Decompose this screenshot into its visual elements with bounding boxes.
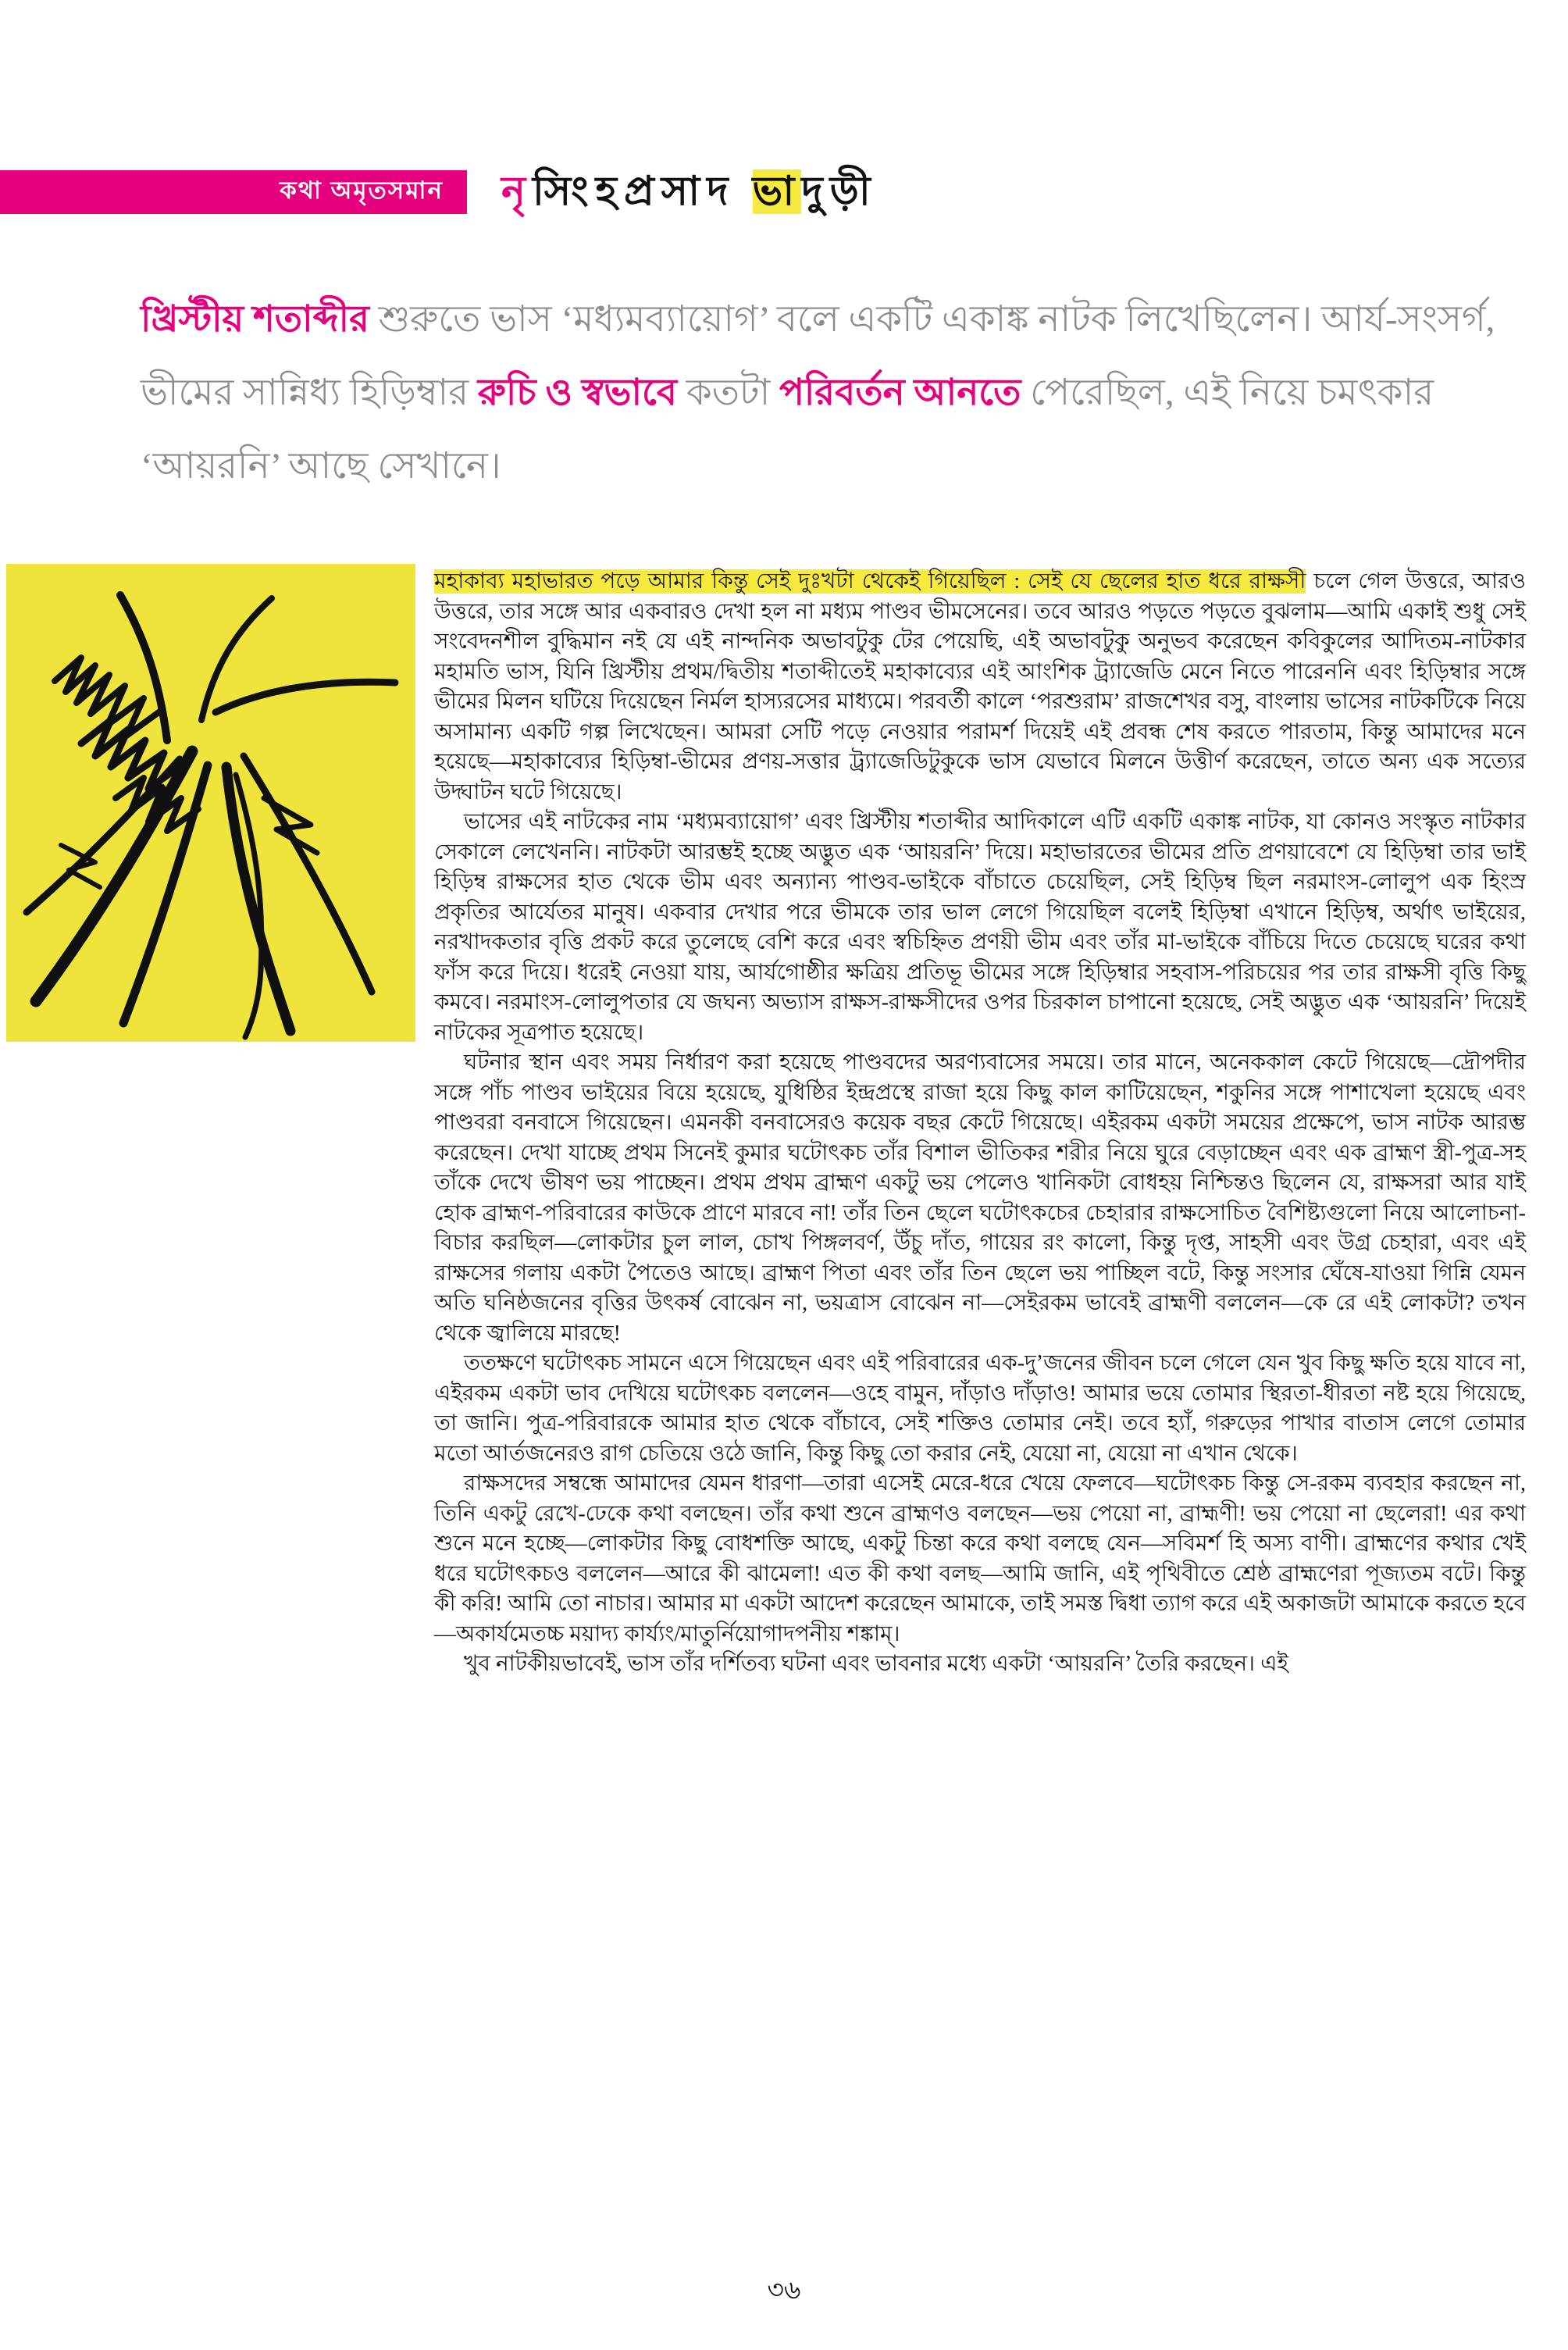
standfirst-segment: কতটা [686,373,779,413]
standfirst-segment: পরিবর্তন আনতে [779,373,1031,413]
body-paragraph: রাক্ষসদের সম্বন্ধে আমাদের যেমন ধারণা—তারা এসেই মেরে-ধরে খেয়ে ফেলবে—ঘটোৎকচ কিন্তু সে-রকম ব্যবহার করছেন না, তিনি একটু রেখে-ঢেকে কথা বলছেন। তাঁর কথা শুনে ব্রাহ্মণও বলছেন—ভয় পেয়ো না, ব্রাহ্মণী! ভয় পেয়ো না ছেলেরা! এর কথা শুনে মনে হচ্ছে—লোকটার কিছু বোধশক্তি আছে, একটু চিন্তা করে কথা বলছে যেন—সবিমর্শ হি অস্য বাণী। ব্রাহ্মণের কথার খেই ধরে ঘটোৎকচও বললেন—আরে কী ঝামেলা! এত কী কথা বলছ—আমি জানি, এই পৃথিবীতে শ্রেষ্ঠ ব্রাহ্মণেরা পূজ্যতম বটে। কিন্তু কী করি! আমি তো নাচার। আমার মা একটা আদেশ করেছেন আমাকে, তাই সমস্ত দ্বিধা ত্যাগ করে এই অকাজটা আমাকে করতে হবে—অকার্যমেতচ্চ ময়াদ্য কার্য্যং/মাতুর্নিয়োগাদপনীয় শঙ্কাম্। [434,1471,1526,1646]
body-paragraph: ততক্ষণে ঘটোৎকচ সামনে এসে গিয়েছেন এবং এই পরিবারের এক-দু’জনের জীবন চলে গেলে যেন খুব কিছু ক্ষতি হয়ে যাবে না, এইরকম একটা ভাব দেখিয়ে ঘটোৎকচ বললেন—ওহে বামুন, দাঁড়াও দাঁড়াও! আমার ভয়ে তোমার স্থিরতা-ধীরতা নষ্ট হয়ে গিয়েছে, তা জানি। পুত্র-পরিবারকে আমার হাত থেকে বাঁচাবে, সেই শক্তিও তোমার নেই। তবে হ্যাঁ, গরুড়ের পাখার বাতাস লেগে তোমার মতো আর্তজনেরও রাগ চেতিয়ে ওঠে জানি, কিন্তু কিছু তো করার নেই, যেয়ো না, যেয়ো না এখান থেকে। [434,1351,1526,1466]
standfirst-segment: শুরুতে ভাস ‘মধ্যমব্যায়োগ’ বলে একটি একাঙ্ক নাটক লিখেছিলেন। আর্য-সংসর্গ, ভীমের সান্নিধ্য হিড়িম্বার [141,299,1495,413]
illustration [6,564,415,1042]
author-segment: সিংহপ্রসাদ [533,169,753,214]
body-paragraph-lead [434,567,1526,808]
standfirst-segment: রুচি ও স্বভাবে [477,373,686,413]
article-body [434,567,1526,1680]
standfirst-headline [141,283,1538,503]
body-paragraph: ভাসের এই নাটকের নাম ‘মধ্যমব্যায়োগ’ এবং খ্রিস্টীয় শতাব্দীর আদিকালে এটি একটি একাঙ্ক নাটক, যা কোনও সংস্কৃত নাটকার সেকালে লেখেননি। নাটকটা আরম্ভই হচ্ছে অদ্ভুত এক ‘আয়রনি’ দিয়ে। মহাভারতের ভীমের প্রতি প্রণয়াবেশে যে হিড়িম্বা তার ভাই হিড়িম্ব রাক্ষসের হাত থেকে ভীম এবং অন্যান্য পাণ্ডব-ভাইকে বাঁচাতে চেয়েছিল, সেই হিড়িম্ব ছিল নরমাংস-লোলুপ এক হিংস্র প্রকৃতির আর্যেতর মানুষ। একবার দেখার পরে ভীমকে তার ভাল লেগে গিয়েছিল বলেই হিড়িম্বা এখানে হিড়িম্ব, অর্থাৎ ভাইয়ের, নরখাদকতার বৃত্তি প্রকট করে তুলেছে বেশি করে এবং স্বচিহ্নিত প্রণয়ী ভীম এবং তাঁর মা-ভাইকে বাঁচিয়ে দিতে চেয়েছে ঘরের কথা ফাঁস করে দিয়ে। ধরেই নেওয়া যায়, আর্যগোষ্ঠীর ক্ষত্রিয় প্রতিভূ ভীমের সঙ্গে হিড়িম্বার সহবাস-পরিচয়ের পর তার রাক্ষসী বৃত্তি কিছু কমবে। নরমাংস-লোলুপতার যে জঘন্য অভ্যাস রাক্ষস-রাক্ষসীদের ওপর চিরকাল চাপানো হয়েছে, সেই অদ্ভুত এক ‘আয়রনি’ দিয়েই নাটকের সূত্রপাত হয়েছে। [434,810,1526,1045]
author-segment: নৃ [501,169,533,214]
body-paragraph: ঘটনার স্থান এবং সময় নির্ধারণ করা হয়েছে পাণ্ডবদের অরণ্যবাসের সময়ে। তার মানে, অনেককাল কেটে গিয়েছে—দ্রৌপদীর সঙ্গে পাঁচ পাণ্ডব ভাইয়ের বিয়ে হয়েছে, যুধিষ্ঠির ইন্দ্রপ্রস্থে রাজা হয়ে কিছু কাল কাটিয়েছেন, শকুনির সঙ্গে পাশাখেলা হয়েছে এবং পাণ্ডবরা বনবাসে গিয়েছেন। এমনকী বনবাসেরও কয়েক বছর কেটে গিয়েছে। এইরকম একটা সময়ের প্রক্ষেপে, ভাস নাটক আরম্ভ করেছেন। দেখা যাচ্ছে প্রথম সিনেই কুমার ঘটোৎকচ তাঁর বিশাল ভীতিকর শরীর নিয়ে ঘুরে বেড়াচ্ছেন এবং এক ব্রাহ্মণ স্ত্রী-পুত্র-সহ তাঁকে দেখে ভীষণ ভয় পাচ্ছেন। প্রথম প্রথম ব্রাহ্মণ একটু ভয় পেলেও খানিকটা বোধহয় নিশ্চিন্তও ছিলেন যে, রাক্ষসরা আর যাই হোক ব্রাহ্মণ-পরিবারের কাউকে প্রাণে মারবে না! তাঁর তিন ছেলে ঘটোৎকচের চেহারার রাক্ষসোচিত বৈশিষ্ট্যগুলো নিয়ে আলোচনা-বিচার করছিল—লোকটার চুল লাল, চোখ পিঙ্গলবর্ণ, উঁচু দাঁত, গায়ের রং কালো, কিন্তু দৃপ্ত, সাহসী এবং উগ্র চেহারা, এবং এই রাক্ষসের গলায় একটা পৈতেও আছে। ব্রাহ্মণ পিতা এবং তাঁর তিন ছেলে ভয় পাচ্ছিল বটে, কিন্তু সংসার ঘেঁষে-যাওয়া গিন্নি যেমন অতি ঘনিষ্ঠজনের বৃত্তির উৎকর্ষ বোঝেন না, ভয়ত্রাস বোঝেন না—সেইরকম ভাবেই ব্রাহ্মণী বললেন—কে রে এই লোকটা? তখন থেকে জ্বালিয়ে মারছে! [434,1050,1526,1346]
standfirst-segment: খ্রিস্টীয় শতাব্দীর [141,299,379,340]
lead-rest: চলে গেল উত্তরে, আরও উত্তরে, তার সঙ্গে আর একবারও দেখা হল না মধ্যম পাণ্ডব ভীমসেনের। তবে আরও পড়তে পড়তে বুঝলাম—আমি একাই শুধু সেই সংবেদনশীল বুদ্ধিমান নই যে এই নান্দনিক অভাবটুকু টের পেয়েছি, এই অভাবটুকু অনুভব করেছেন কবিকুলের আদিতম-নাটকার মহামতি ভাস, যিনি খ্রিস্টীয় প্রথম/দ্বিতীয় শতাব্দীতেই মহাকাব্যের এই আংশিক ট্র্যাজেডি মেনে নিতে পারেননি এবং হিড়িম্বার সঙ্গে ভীমের মিলন ঘটিয়ে দিয়েছেন নির্মল হাস্যরসের মাধ্যমে। পরবর্তী কালে ‘পরশুরাম’ রাজশেখর বসু, বাংলায় ভাসের নাটকটিকে নিয়ে অসামান্য একটি গল্প লিখেছেন। আমরা সেটি পড়ে নেওয়ার পরামর্শ দিয়েই এই প্রবন্ধ শেষ করতে পারতাম, কিন্তু আমাদের মনে হয়েছে—মহাকাব্যের হিড়িম্বা-ভীমের প্রণয়-সত্তার ট্র্যাজেডিটুকুকে ভাস যেভাবে মিলনে উত্তীর্ণ করেছেন, তাতে অন্য এক সত্যের উদ্ঘাটন ঘটে গিয়েছে। [434,569,1526,804]
kicker-label: কথা অমৃতসমান [280,177,444,204]
author-segment: দুড়ী [801,169,878,214]
page-number: ৩৬ [767,2277,801,2305]
author-name [501,159,878,227]
author-segment-highlight: ভা [752,169,802,214]
brush-strokes-art [6,564,415,1042]
body-paragraph: খুব নাটকীয়ভাবেই, ভাস তাঁর দর্শিতব্য ঘটনা এবং ভাবনার মধ্যে একটা ‘আয়রনি’ তৈরি করছেন। এই [464,1652,1288,1676]
lead-highlight: মহাকাব্য মহাভারত পড়ে আমার কিন্তু সেই দুঃখটা থেকেই গিয়েছিল : সেই যে ছেলের হাত ধরে রাক্ষসী [434,569,1306,594]
standfirst-segment: পেরেছিল, এই নিয়ে চমৎকার ‘আয়রনি’ আছে সেখানে। [141,373,1434,487]
kicker-bar [0,170,467,214]
